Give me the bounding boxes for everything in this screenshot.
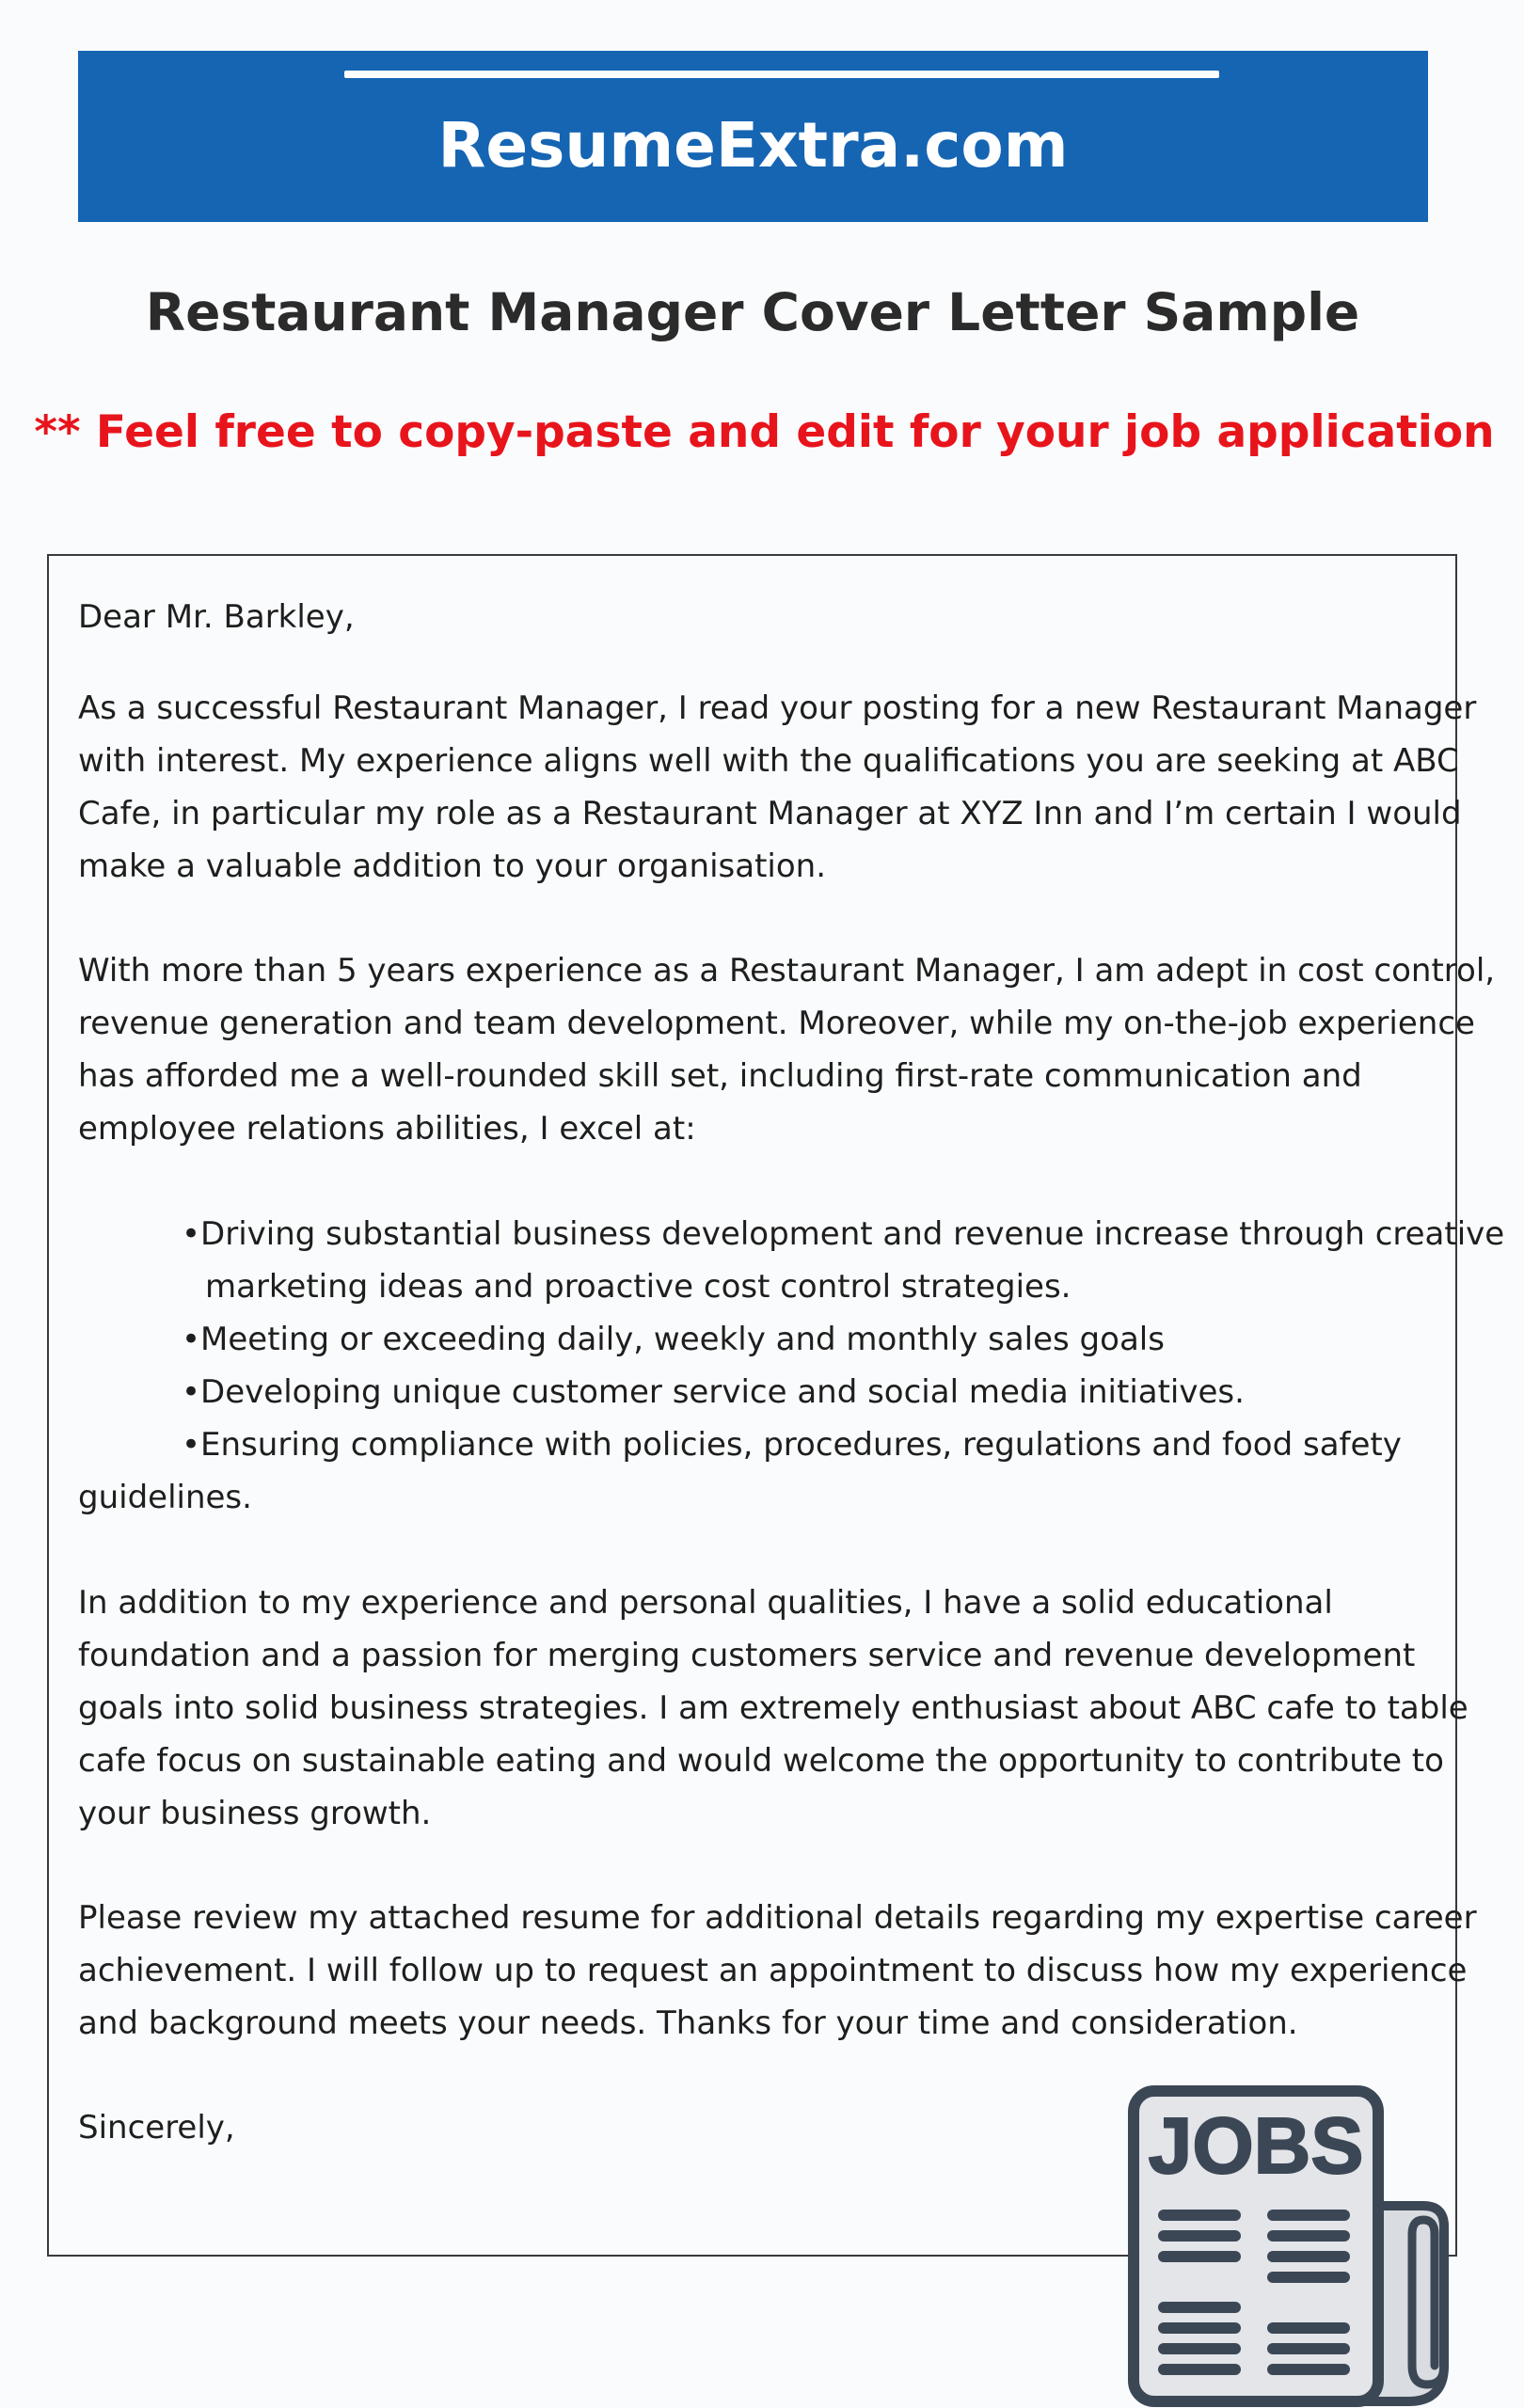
jobs-newspaper-icon [1124, 2083, 1453, 2408]
bullet-text: •Driving substantial business development and revenue increase through creative [182, 1215, 1505, 1253]
paragraph-line: your business growth. [78, 1795, 432, 1832]
paragraph-line: employee relations abilities, I excel at: [78, 1110, 696, 1148]
bullet-wrap-line: guidelines. [78, 1479, 252, 1516]
letter-paragraph-2 [78, 944, 1496, 1155]
paragraph-line: has afforded me a well-rounded skill set, including first-rate communication and [78, 1057, 1362, 1095]
paragraph-line: goals into solid business strategies. I am extremely enthusiast about ABC cafe to table [78, 1689, 1468, 1727]
paragraph-line: As a successful Restaurant Manager, I read your posting for a new Restaurant Manager [78, 689, 1477, 727]
page-title: Restaurant Manager Cover Letter Sample [145, 282, 1360, 342]
paragraph-line: revenue generation and team development. Moreover, while my on-the-job experience [78, 1005, 1475, 1042]
letter-salutation: Dear Mr. Barkley, [78, 598, 355, 636]
brand-logo-text[interactable]: ResumeExtra.com [437, 109, 1069, 182]
bullet-continuation: marketing ideas and proactive cost control strategies. [205, 1268, 1072, 1306]
paragraph-line: In addition to my experience and personal qualities, I have a solid educational [78, 1584, 1333, 1622]
letter-paragraph-1 [78, 682, 1477, 893]
page-subtitle: ** Feel free to copy-paste and edit for your job application [34, 406, 1495, 458]
brand-banner [78, 51, 1428, 222]
bullet-item [78, 1418, 1452, 1471]
bullet-text: •Meeting or exceeding daily, weekly and monthly sales goals [182, 1321, 1165, 1358]
letter-paragraph-4 [78, 1892, 1477, 2050]
banner-divider [344, 71, 1219, 78]
paragraph-line: Please review my attached resume for additional details regarding my expertise career [78, 1899, 1477, 1937]
paragraph-line: foundation and a passion for merging customers service and revenue development [78, 1637, 1416, 1674]
bullet-item [78, 1313, 1452, 1366]
bullet-text: •Ensuring compliance with policies, procedures, regulations and food safety [182, 1426, 1402, 1464]
paragraph-line: With more than 5 years experience as a Restaurant Manager, I am adept in cost control, [78, 952, 1496, 990]
paragraph-line: and background meets your needs. Thanks for your time and consideration. [78, 2004, 1298, 2042]
paragraph-line: make a valuable addition to your organisation. [78, 848, 826, 885]
jobs-label: JOBS [1148, 2101, 1364, 2190]
paragraph-line: with interest. My experience aligns well with the qualifications you are seeking at ABC [78, 742, 1459, 780]
bullet-item [78, 1366, 1452, 1418]
bullet-text: •Developing unique customer service and social media initiatives. [182, 1373, 1245, 1411]
letter-paragraph-3 [78, 1576, 1468, 1840]
skills-bullet-list [78, 1208, 1505, 1524]
letter-closing: Sincerely, [78, 2109, 235, 2147]
paragraph-line: Cafe, in particular my role as a Restaurant Manager at XYZ Inn and I’m certain I would [78, 795, 1462, 832]
bullet-item [78, 1208, 1505, 1260]
paragraph-line: achievement. I will follow up to request an appointment to discuss how my experience [78, 1952, 1468, 1989]
paragraph-line: cafe focus on sustainable eating and would welcome the opportunity to contribute to [78, 1742, 1444, 1780]
